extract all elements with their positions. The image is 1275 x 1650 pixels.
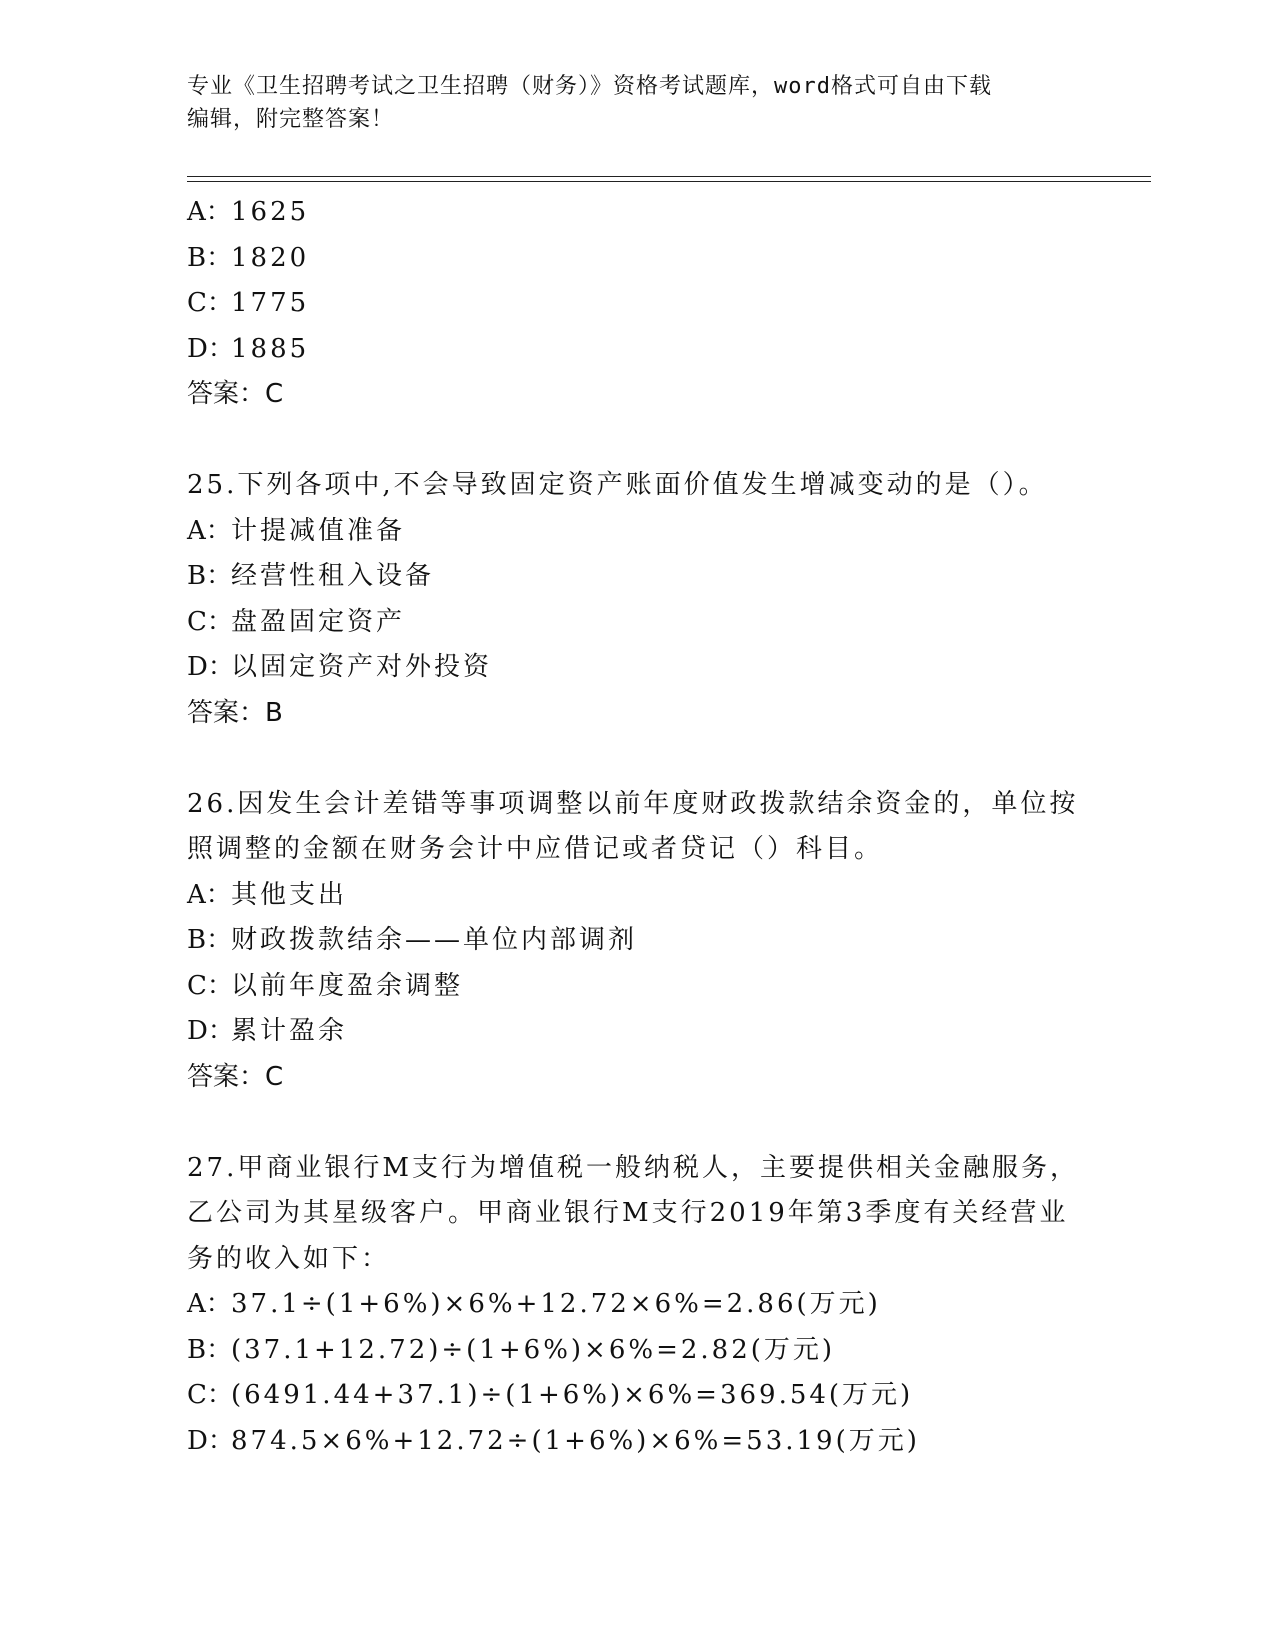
- option-text: 盘盈固定资产: [231, 606, 406, 637]
- option-a: [187, 873, 1087, 919]
- header-line-1: 专业《卫生招聘考试之卫生招聘（财务）》资格考试题库，word格式可自由下载: [187, 74, 992, 99]
- option-c: [187, 281, 1087, 327]
- question-stem: 25.下列各项中,不会导致固定资产账面价值发生增减变动的是（）。: [187, 470, 1048, 500]
- question-26: [187, 782, 1087, 1101]
- option-letter: D：: [187, 1016, 234, 1046]
- option-d: [187, 327, 1087, 373]
- option-letter: C：: [187, 606, 233, 637]
- header-divider-top: [187, 176, 1151, 177]
- option-text: 其他支出: [231, 879, 348, 910]
- question-27: [187, 1146, 1087, 1465]
- option-a: [187, 190, 1087, 236]
- spacer: [187, 418, 1087, 464]
- option-letter: A：: [187, 515, 232, 546]
- option-text: 财政拨款结余——单位内部调剂: [231, 925, 638, 955]
- answer-line: 答案：C: [187, 379, 284, 409]
- option-text: 计提减值准备: [231, 515, 406, 546]
- option-letter: D：: [187, 652, 234, 682]
- option-text: 1625: [231, 197, 310, 227]
- option-letter: B：: [187, 561, 233, 591]
- option-letter: C：: [187, 288, 233, 318]
- option-text: 1775: [231, 288, 310, 318]
- option-letter: B：: [187, 925, 233, 955]
- header-divider-bottom: [187, 181, 1151, 182]
- question-list: [187, 190, 1087, 1464]
- question-stem: 务的收入如下：: [187, 1243, 391, 1274]
- question-25: [187, 463, 1087, 736]
- option-letter: A：: [187, 1289, 232, 1319]
- option-text: 874.5×6%+12.72÷(1+6%)×6%=53.19(万元): [231, 1425, 920, 1456]
- option-letter: A：: [187, 879, 232, 910]
- option-d: [187, 1419, 1087, 1465]
- option-text: 37.1÷(1+6%)×6%+12.72×6%=2.86(万元): [231, 1289, 881, 1319]
- question-stem: 乙公司为其星级客户。甲商业银行M支行2019年第3季度有关经营业: [187, 1198, 1069, 1228]
- option-b: [187, 918, 1087, 964]
- option-text: 累计盈余: [231, 1016, 348, 1046]
- answer-line: 答案：B: [187, 697, 283, 728]
- option-b: [187, 1328, 1087, 1374]
- option-text: (37.1+12.72)÷(1+6%)×6%=2.82(万元): [231, 1334, 836, 1365]
- page-header: [187, 70, 1087, 136]
- option-letter: D：: [187, 1425, 234, 1456]
- question-stem: 照调整的金额在财务会计中应借记或者贷记（）科目。: [187, 834, 884, 864]
- option-text: 经营性租入设备: [231, 561, 435, 591]
- option-letter: C：: [187, 970, 233, 1001]
- option-a: [187, 1282, 1087, 1328]
- option-letter: C：: [187, 1380, 233, 1410]
- option-d: [187, 1009, 1087, 1055]
- answer-line: 答案：C: [187, 1061, 284, 1092]
- option-text: (6491.44+37.1)÷(1+6%)×6%=369.54(万元): [231, 1380, 914, 1410]
- header-line-2: 编辑，附完整答案！: [187, 107, 395, 132]
- option-text: 1820: [231, 242, 310, 273]
- spacer: [187, 1100, 1087, 1146]
- option-c: [187, 600, 1087, 646]
- question-stem: 26.因发生会计差错等事项调整以前年度财政拨款结余资金的，单位按: [187, 788, 1079, 819]
- option-letter: A：: [187, 197, 232, 227]
- spacer: [187, 736, 1087, 782]
- option-text: 以前年度盈余调整: [231, 970, 464, 1001]
- option-a: [187, 509, 1087, 555]
- option-text: 1885: [231, 333, 310, 364]
- option-text: 以固定资产对外投资: [231, 652, 493, 682]
- option-b: [187, 554, 1087, 600]
- option-letter: B：: [187, 242, 233, 273]
- option-d: [187, 645, 1087, 691]
- question-24: [187, 190, 1087, 418]
- option-letter: D：: [187, 333, 234, 364]
- question-stem: 27.甲商业银行M支行为增值税一般纳税人，主要提供相关金融服务，: [187, 1152, 1079, 1183]
- option-b: [187, 236, 1087, 282]
- option-c: [187, 964, 1087, 1010]
- option-letter: B：: [187, 1334, 233, 1365]
- option-c: [187, 1373, 1087, 1419]
